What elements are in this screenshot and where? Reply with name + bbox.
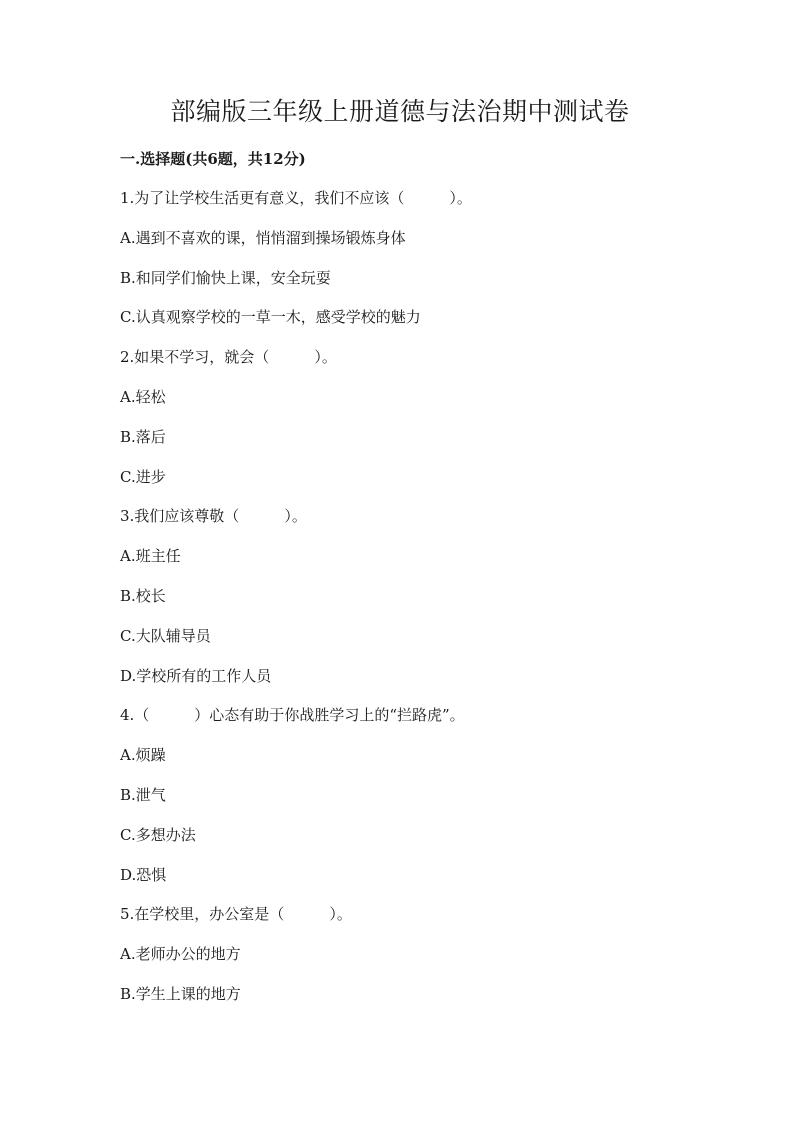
question-4-option-c: C.多想办法 bbox=[120, 825, 196, 844]
question-list bbox=[120, 187, 720, 1023]
question-1-option-c: C.认真观察学校的一草一木，感受学校的魅力 bbox=[120, 308, 421, 327]
question-4-option-d: D.恐惧 bbox=[120, 865, 167, 884]
question-1-option-a: A.遇到不喜欢的课，悄悄溜到操场锻炼身体 bbox=[120, 228, 406, 247]
question-5-option-b: B.学生上课的地方 bbox=[120, 984, 241, 1003]
question-3-option-c: C.大队辅导员 bbox=[120, 626, 211, 645]
section-heading: 一.选择题(共6题，共12分) bbox=[120, 150, 306, 168]
question-5-stem: 5.在学校里，办公室是（ ）。 bbox=[120, 905, 352, 924]
question-3-option-a: A.班主任 bbox=[120, 547, 181, 566]
question-2-option-b: B.落后 bbox=[120, 427, 166, 446]
question-4-option-a: A.烦躁 bbox=[120, 746, 166, 765]
question-5-option-a: A.老师办公的地方 bbox=[120, 945, 241, 964]
question-4-stem: 4.（ ）心态有助于你战胜学习上的“拦路虎”。 bbox=[120, 706, 465, 725]
question-1-option-b: B.和同学们愉快上课，安全玩耍 bbox=[120, 268, 331, 287]
page-title: 部编版三年级上册道德与法治期中测试卷 bbox=[170, 97, 630, 126]
question-2-stem: 2.如果不学习，就会（ ）。 bbox=[120, 348, 337, 367]
question-3-option-b: B.校长 bbox=[120, 586, 166, 605]
question-2-option-a: A.轻松 bbox=[120, 387, 166, 406]
question-1-stem: 1.为了让学校生活更有意义，我们不应该（ ）。 bbox=[120, 189, 472, 207]
question-2-option-c: C.进步 bbox=[120, 467, 166, 486]
question-3-option-d: D.学校所有的工作人员 bbox=[120, 666, 272, 685]
question-3-stem: 3.我们应该尊敬（ ）。 bbox=[120, 507, 307, 526]
question-4-option-b: B.泄气 bbox=[120, 785, 166, 804]
